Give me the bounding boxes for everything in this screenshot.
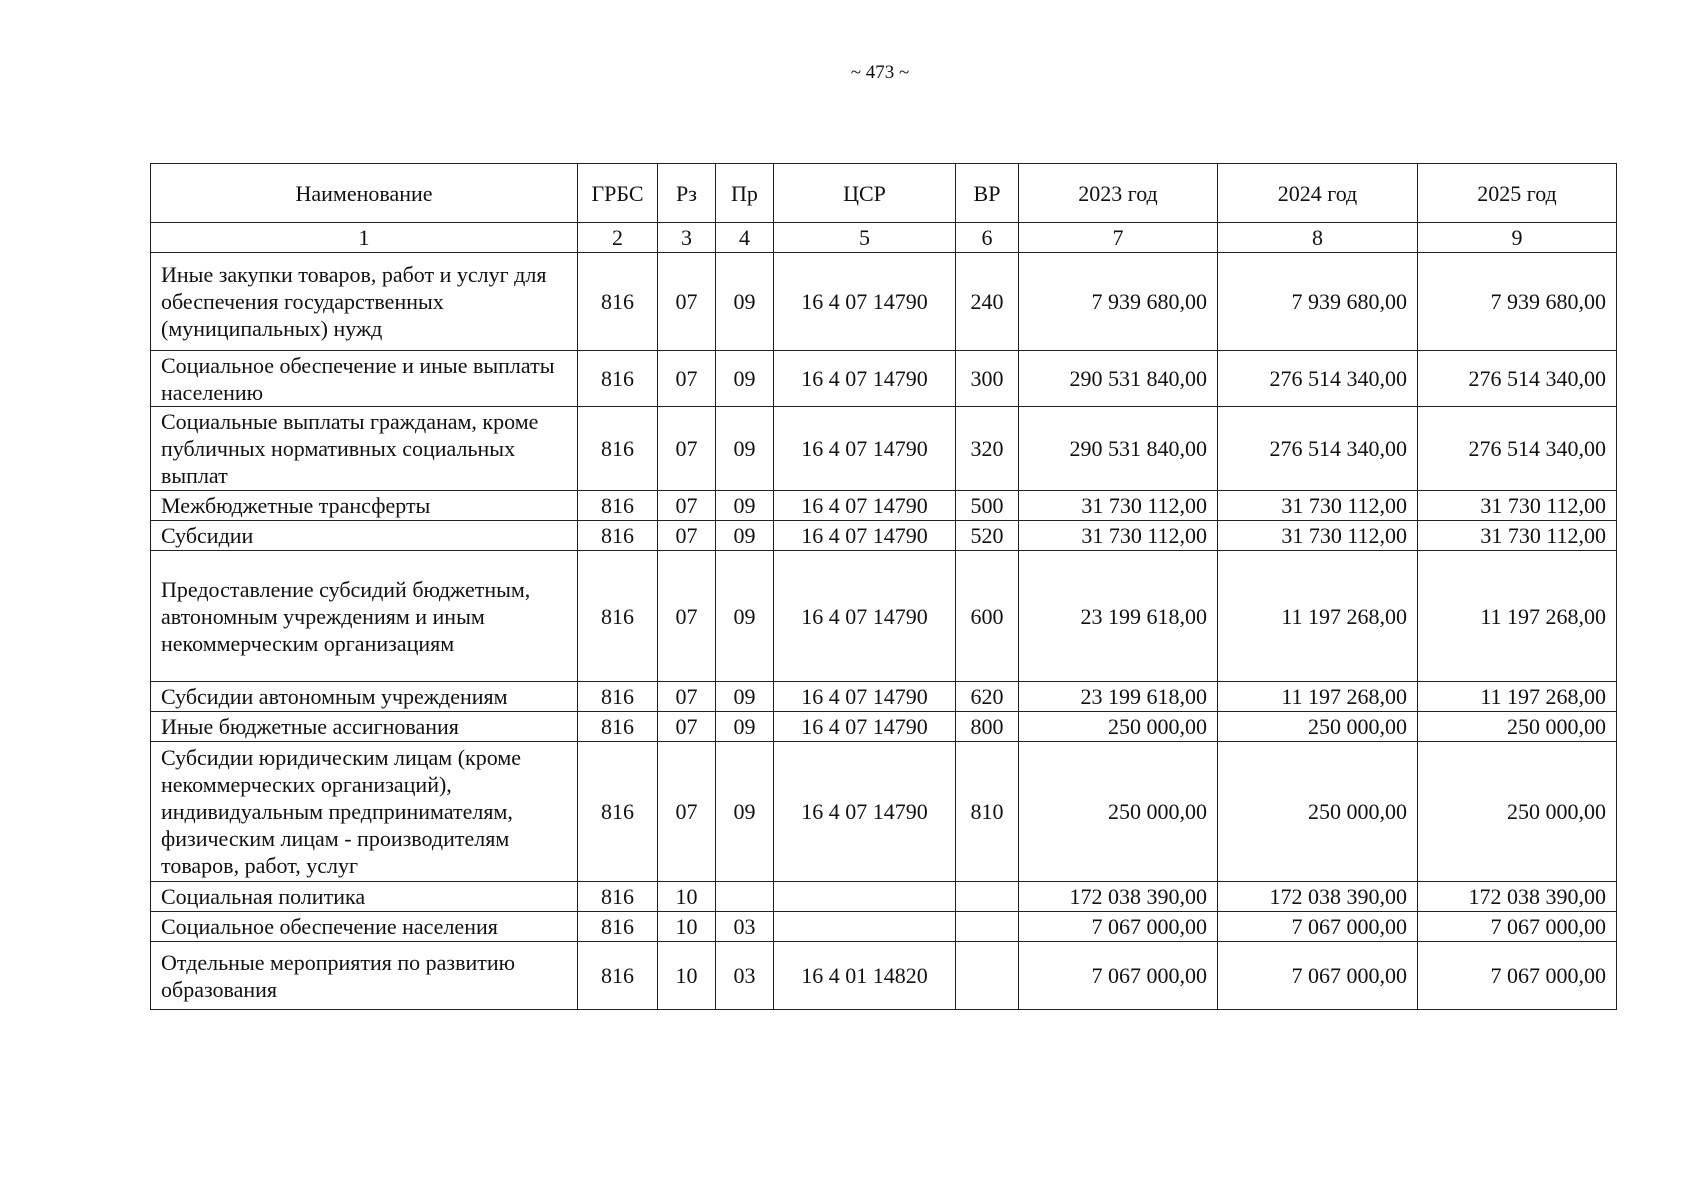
row-name: Социальные выплаты гражданам, кроме публичных нормативных социальных выплат bbox=[151, 407, 578, 491]
row-vr bbox=[956, 912, 1019, 942]
row-grbs: 816 bbox=[578, 491, 658, 521]
budget-table bbox=[150, 163, 1617, 1010]
row-amount-2023: 7 939 680,00 bbox=[1019, 253, 1218, 351]
row-csr: 16 4 07 14790 bbox=[774, 521, 956, 551]
row-pr: 09 bbox=[716, 742, 774, 882]
table-row bbox=[151, 253, 1617, 351]
row-amount-2025: 31 730 112,00 bbox=[1418, 521, 1617, 551]
row-grbs: 816 bbox=[578, 912, 658, 942]
row-amount-2024: 276 514 340,00 bbox=[1218, 351, 1418, 407]
row-amount-2024: 7 067 000,00 bbox=[1218, 912, 1418, 942]
row-vr: 600 bbox=[956, 551, 1019, 682]
header-2024: 2024 год bbox=[1218, 164, 1418, 223]
row-csr: 16 4 07 14790 bbox=[774, 253, 956, 351]
column-number: 9 bbox=[1418, 223, 1617, 253]
row-grbs: 816 bbox=[578, 882, 658, 912]
row-amount-2025: 276 514 340,00 bbox=[1418, 407, 1617, 491]
row-grbs: 816 bbox=[578, 253, 658, 351]
row-name: Социальное обеспечение населения bbox=[151, 912, 578, 942]
header-2025: 2025 год bbox=[1418, 164, 1617, 223]
column-number: 6 bbox=[956, 223, 1019, 253]
row-grbs: 816 bbox=[578, 942, 658, 1010]
row-amount-2024: 250 000,00 bbox=[1218, 742, 1418, 882]
row-rz: 07 bbox=[658, 712, 716, 742]
row-amount-2025: 276 514 340,00 bbox=[1418, 351, 1617, 407]
row-amount-2023: 172 038 390,00 bbox=[1019, 882, 1218, 912]
table-row bbox=[151, 521, 1617, 551]
row-rz: 07 bbox=[658, 521, 716, 551]
row-name: Предоставление субсидий бюджетным, автономным учреждениям и иным некоммерческим организациям bbox=[151, 551, 578, 682]
row-name: Субсидии автономным учреждениям bbox=[151, 682, 578, 712]
row-amount-2024: 11 197 268,00 bbox=[1218, 682, 1418, 712]
table-row bbox=[151, 351, 1617, 407]
row-vr: 810 bbox=[956, 742, 1019, 882]
row-vr: 800 bbox=[956, 712, 1019, 742]
row-vr: 300 bbox=[956, 351, 1019, 407]
row-csr bbox=[774, 882, 956, 912]
row-csr: 16 4 07 14790 bbox=[774, 682, 956, 712]
row-amount-2023: 290 531 840,00 bbox=[1019, 407, 1218, 491]
row-amount-2025: 11 197 268,00 bbox=[1418, 682, 1617, 712]
row-csr: 16 4 07 14790 bbox=[774, 712, 956, 742]
column-number: 4 bbox=[716, 223, 774, 253]
row-grbs: 816 bbox=[578, 712, 658, 742]
row-pr: 09 bbox=[716, 551, 774, 682]
row-amount-2023: 7 067 000,00 bbox=[1019, 942, 1218, 1010]
row-name: Социальная политика bbox=[151, 882, 578, 912]
row-pr bbox=[716, 882, 774, 912]
row-csr: 16 4 07 14790 bbox=[774, 407, 956, 491]
table-body bbox=[151, 253, 1617, 1010]
row-csr: 16 4 07 14790 bbox=[774, 551, 956, 682]
row-amount-2024: 276 514 340,00 bbox=[1218, 407, 1418, 491]
row-rz: 10 bbox=[658, 942, 716, 1010]
row-amount-2023: 31 730 112,00 bbox=[1019, 491, 1218, 521]
header-vr: ВР bbox=[956, 164, 1019, 223]
header-row bbox=[151, 164, 1617, 223]
row-amount-2023: 23 199 618,00 bbox=[1019, 551, 1218, 682]
column-number: 7 bbox=[1019, 223, 1218, 253]
row-amount-2023: 7 067 000,00 bbox=[1019, 912, 1218, 942]
header-name: Наименование bbox=[151, 164, 578, 223]
row-pr: 09 bbox=[716, 682, 774, 712]
row-rz: 07 bbox=[658, 407, 716, 491]
row-vr bbox=[956, 882, 1019, 912]
column-number: 8 bbox=[1218, 223, 1418, 253]
row-grbs: 816 bbox=[578, 521, 658, 551]
table-row bbox=[151, 491, 1617, 521]
row-vr: 520 bbox=[956, 521, 1019, 551]
row-pr: 09 bbox=[716, 521, 774, 551]
row-name: Социальное обеспечение и иные выплаты населению bbox=[151, 351, 578, 407]
row-amount-2024: 172 038 390,00 bbox=[1218, 882, 1418, 912]
row-amount-2024: 31 730 112,00 bbox=[1218, 521, 1418, 551]
row-rz: 07 bbox=[658, 253, 716, 351]
row-amount-2024: 7 067 000,00 bbox=[1218, 942, 1418, 1010]
row-vr: 240 bbox=[956, 253, 1019, 351]
header-pr: Пр bbox=[716, 164, 774, 223]
row-grbs: 816 bbox=[578, 351, 658, 407]
row-amount-2025: 7 067 000,00 bbox=[1418, 912, 1617, 942]
header-rz: Рз bbox=[658, 164, 716, 223]
row-vr: 320 bbox=[956, 407, 1019, 491]
row-rz: 10 bbox=[658, 912, 716, 942]
row-name: Субсидии юридическим лицам (кроме некоммерческих организаций), индивидуальным предпринимателям, физическим лицам - производителям товаров, работ, услуг bbox=[151, 742, 578, 882]
row-name: Иные бюджетные ассигнования bbox=[151, 712, 578, 742]
column-number: 2 bbox=[578, 223, 658, 253]
row-amount-2024: 11 197 268,00 bbox=[1218, 551, 1418, 682]
table-row bbox=[151, 551, 1617, 682]
row-amount-2024: 250 000,00 bbox=[1218, 712, 1418, 742]
table-row bbox=[151, 712, 1617, 742]
row-rz: 07 bbox=[658, 491, 716, 521]
row-pr: 09 bbox=[716, 712, 774, 742]
row-amount-2023: 31 730 112,00 bbox=[1019, 521, 1218, 551]
row-rz: 07 bbox=[658, 351, 716, 407]
row-csr: 16 4 07 14790 bbox=[774, 491, 956, 521]
table-row bbox=[151, 882, 1617, 912]
table-row bbox=[151, 942, 1617, 1010]
column-number: 3 bbox=[658, 223, 716, 253]
row-name: Межбюджетные трансферты bbox=[151, 491, 578, 521]
row-amount-2025: 7 939 680,00 bbox=[1418, 253, 1617, 351]
row-rz: 07 bbox=[658, 682, 716, 712]
row-amount-2023: 250 000,00 bbox=[1019, 742, 1218, 882]
row-csr: 16 4 07 14790 bbox=[774, 351, 956, 407]
row-amount-2024: 7 939 680,00 bbox=[1218, 253, 1418, 351]
row-pr: 09 bbox=[716, 491, 774, 521]
row-amount-2025: 250 000,00 bbox=[1418, 742, 1617, 882]
table-row bbox=[151, 682, 1617, 712]
row-pr: 09 bbox=[716, 351, 774, 407]
row-grbs: 816 bbox=[578, 682, 658, 712]
row-rz: 07 bbox=[658, 742, 716, 882]
row-vr: 620 bbox=[956, 682, 1019, 712]
row-pr: 03 bbox=[716, 942, 774, 1010]
row-csr: 16 4 01 14820 bbox=[774, 942, 956, 1010]
row-amount-2023: 250 000,00 bbox=[1019, 712, 1218, 742]
column-number: 5 bbox=[774, 223, 956, 253]
header-grbs: ГРБС bbox=[578, 164, 658, 223]
row-amount-2025: 7 067 000,00 bbox=[1418, 942, 1617, 1010]
table-row bbox=[151, 407, 1617, 491]
column-number-row bbox=[151, 223, 1617, 253]
table-row bbox=[151, 742, 1617, 882]
header-csr: ЦСР bbox=[774, 164, 956, 223]
row-name: Субсидии bbox=[151, 521, 578, 551]
row-grbs: 816 bbox=[578, 742, 658, 882]
row-grbs: 816 bbox=[578, 407, 658, 491]
row-vr bbox=[956, 942, 1019, 1010]
header-2023: 2023 год bbox=[1019, 164, 1218, 223]
row-amount-2025: 11 197 268,00 bbox=[1418, 551, 1617, 682]
row-csr: 16 4 07 14790 bbox=[774, 742, 956, 882]
row-amount-2025: 172 038 390,00 bbox=[1418, 882, 1617, 912]
row-vr: 500 bbox=[956, 491, 1019, 521]
column-number: 1 bbox=[151, 223, 578, 253]
row-grbs: 816 bbox=[578, 551, 658, 682]
row-amount-2025: 31 730 112,00 bbox=[1418, 491, 1617, 521]
row-rz: 10 bbox=[658, 882, 716, 912]
table-row bbox=[151, 912, 1617, 942]
row-rz: 07 bbox=[658, 551, 716, 682]
row-pr: 09 bbox=[716, 407, 774, 491]
row-pr: 09 bbox=[716, 253, 774, 351]
row-name: Иные закупки товаров, работ и услуг для обеспечения государственных (муниципальных) нужд bbox=[151, 253, 578, 351]
row-name: Отдельные мероприятия по развитию образования bbox=[151, 942, 578, 1010]
row-amount-2024: 31 730 112,00 bbox=[1218, 491, 1418, 521]
row-amount-2025: 250 000,00 bbox=[1418, 712, 1617, 742]
row-csr bbox=[774, 912, 956, 942]
page-number: ~ 473 ~ bbox=[850, 62, 910, 83]
row-amount-2023: 290 531 840,00 bbox=[1019, 351, 1218, 407]
row-pr: 03 bbox=[716, 912, 774, 942]
row-amount-2023: 23 199 618,00 bbox=[1019, 682, 1218, 712]
